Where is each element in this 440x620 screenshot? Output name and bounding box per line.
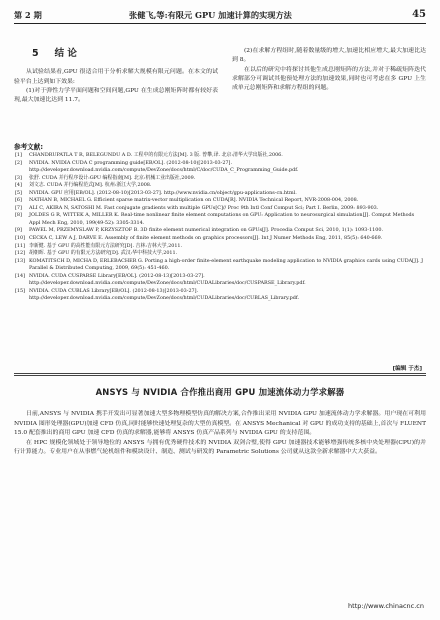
issue-label: 第 2 期 <box>14 10 42 20</box>
divider <box>14 375 426 376</box>
section-heading <box>32 49 218 58</box>
paragraph: 在 HPC 规模化领域处于领导地位的 ANSYS 与拥有优秀硬件技术的 NVIDIA 双剑合璧,使得 GPU 加速器技术能够增强传统多核中央处理器(CPU)的并行计算能力。专业用户在从事燃气轮机组件和模块设计、制造、测试与研发的 Parametric Solutions 公司就从这款全新求解器中大大获益。 <box>14 439 426 456</box>
reference-item <box>14 250 426 258</box>
reference-item <box>14 197 426 205</box>
reference-text: NVIDIA. CUDA CUSPARSE Library[EB/OL]. (2012-08-13)[2013-03-27]. http://developer.download.nvidia.com/compute/DevZone/docs/html/CUDALibraries/doc/CUSPARSE_Library.pdf. <box>29 272 306 287</box>
reference-item <box>14 235 426 243</box>
left-column <box>14 49 218 105</box>
reference-number: [6] <box>15 197 22 204</box>
reference-text: 胡朝晖. 基于 GPU 的有限元方法研究[D]. 武汉:华中科技大学,2011. <box>29 250 178 257</box>
reference-text: JOLDES G R, WITTEK A, MILLER K. Real-time nonlinear finite element computations on GPU: Application to neurosurgical simulation[J]. Comput Methods Appl Mech Eng, 2010, 199(49-52): 3305-3314. <box>29 212 415 226</box>
section-number: 5 <box>32 48 39 59</box>
reference-item <box>14 243 426 251</box>
paragraph: 从试验结果看,GPU 很适合用于分析求解大规模有限元问题。在本文的试验平台上达到如下效果: <box>14 69 218 85</box>
reference-text: PAWEL M, PRZEMYSLAW P, KRZYSZTOF B. 3D finite element numerical integration on GPUs[J]. Procedia Comput Sci, 2010, 1(1): 1093-1100. <box>29 227 384 234</box>
reference-text: 李新健. 基于 GPU 的高性能有限元方法研究[D]. 吉林:吉林大学,2011. <box>29 242 183 249</box>
references-title: 参考文献: <box>14 143 44 151</box>
reference-number: [12] <box>15 250 26 257</box>
right-column <box>232 47 426 93</box>
reference-item <box>14 182 426 190</box>
footer-url: http://www.chinacnc.cn <box>348 602 424 610</box>
reference-number: [13] <box>15 257 26 264</box>
reference-number: [14] <box>15 272 26 279</box>
references-list <box>14 152 426 303</box>
reference-number: [7] <box>15 204 22 211</box>
paragraph: (1)对于弹性力学平面问题和空间问题,GPU 在生成总刚矩阵时都有较好表现,最大加速比达到 11.7。 <box>14 87 218 104</box>
paragraph: (2)在求解方程组时,随着数量级的增大,加速比相应增大,最大加速比达到 8。 <box>232 48 426 64</box>
running-title: 张健飞,等:有限元 GPU 加速计算的实现方法 <box>129 10 292 20</box>
reference-text: 刘文志. CUDA 并行编程范式[M]. 杭州:浙江大学,2008. <box>29 182 152 189</box>
divider <box>14 373 426 374</box>
reference-item <box>14 212 426 227</box>
reference-text: CHANDRUPATLA T R, BELEGUNDU A D. 工程中的有限元方法[M]. 3 版. 曾攀,译. 北京:清华大学出版社,2006. <box>29 152 283 158</box>
reference-number: [10] <box>15 235 26 242</box>
reference-text: NATHAN B, MICHAEL G. Efficient sparse matrix-vector multiplication on CUDA[R]. NVIDIA Technical Report, NVR-2008-004, 2008. <box>29 197 359 204</box>
reference-text: CECKA C, LEW A J, DARVE E. Assembly of finite element methods on graphics processors[J]. Int J Numer Methods Eng, 2011, 85(5): 640-669. <box>29 235 383 242</box>
reference-number: [9] <box>15 227 22 234</box>
reference-text: NVIDIA. CUDA CUBLAS Library[EB/OL]. (2012-08-13)[2013-03-27]. http://developer.download.nvidia.com/compute/DevZone/docs/html/CUDALibraries/doc/CUBLAS_Library.pdf. <box>29 287 300 302</box>
reference-item <box>14 205 426 213</box>
reference-text: 张舒. CUDA 并行程序设计:GPU 编程指南[M]. 北京:机械工业出版社,2009. <box>29 174 196 181</box>
news-title: ANSYS 与 NVIDIA 合作推出商用 GPU 加速流体动力学求解器 <box>95 387 345 397</box>
paragraph: 日前,ANSYS 与 NVIDIA 携手开发出可显著加速大型多物理模型仿真的解决方案,合作推出采用 NVIDIA GPU 加速流体动力学求解器。用户现在可利用 NVIDIA 图形处理器(GPU)加速 CFD 仿真,同时能够快速处理复杂的大型仿真模型。在 ANSYS Mechanical 对 GPU 的成功支持的基础上,首次与 FLUENT 15.0 配套推出的商用 GPU 加速 CFD 仿真的求解器,能够将 ANSYS 仿真产品系列与 NVIDIA GPU 的支持范围。 <box>14 411 427 437</box>
reference-number: [11] <box>15 242 26 249</box>
running-header <box>14 9 426 24</box>
reference-text: NVIDIA. NVIDIA CUDA C programming guide[EB/OL]. (2012-08-10)[2013-03-27]. http://developer.download.nvidia.com/compute/DevZone/docs/html/C/doc/CUDA_C_Programming_Guide.pdf. <box>29 159 299 174</box>
reference-item <box>14 160 426 175</box>
reference-number: [8] <box>15 212 22 219</box>
editor-note: [编辑 于杰] <box>392 366 422 372</box>
paragraph: 在以后的研究中将探讨其他生成总刚矩阵的方法,并对于稀疏矩阵迭代求解部分可调试其他预处理方法的加速效果,同时也可考虑在多 GPU 上生成单元总刚矩阵和求解方程组的问题。 <box>232 66 426 92</box>
section-title: 结 论 <box>54 48 77 59</box>
reference-number: [15] <box>15 287 26 294</box>
reference-text: NVIDIA. GPU 应用[EB/OL]. (2012-08-10)[2013-03-27]. http://www.nvidia.cn/object/gpu-applications-cn.html. <box>29 189 297 196</box>
reference-text: ALI C, AKIRA N, SATOSHI M. Fast conjugate gradients with multiple GPUs[C]// Proc 9th Intl Conf Comput Sci; Part I. Berlin, 2009: 893-903. <box>29 204 379 211</box>
reference-item <box>14 152 426 160</box>
reference-number: [4] <box>15 182 22 189</box>
reference-number: [1] <box>15 152 22 158</box>
page-number: 45 <box>412 9 426 20</box>
reference-item <box>14 227 426 235</box>
news-body <box>14 410 426 458</box>
reference-number: [2] <box>15 159 22 166</box>
reference-number: [3] <box>15 174 22 181</box>
reference-item <box>14 288 426 303</box>
reference-number: [5] <box>15 189 22 196</box>
reference-item <box>14 190 426 198</box>
reference-item <box>14 273 426 288</box>
reference-text: KOMATITSCH D, MICHA D, ERLEBACHER G. Porting a high-order finite-element earthquake modeling application to NVIDIA graphics cards using CUDA[J]. J Parallel & Distributed Computing, 2009, 69(5): 451-460. <box>29 257 424 272</box>
reference-item <box>14 258 426 273</box>
